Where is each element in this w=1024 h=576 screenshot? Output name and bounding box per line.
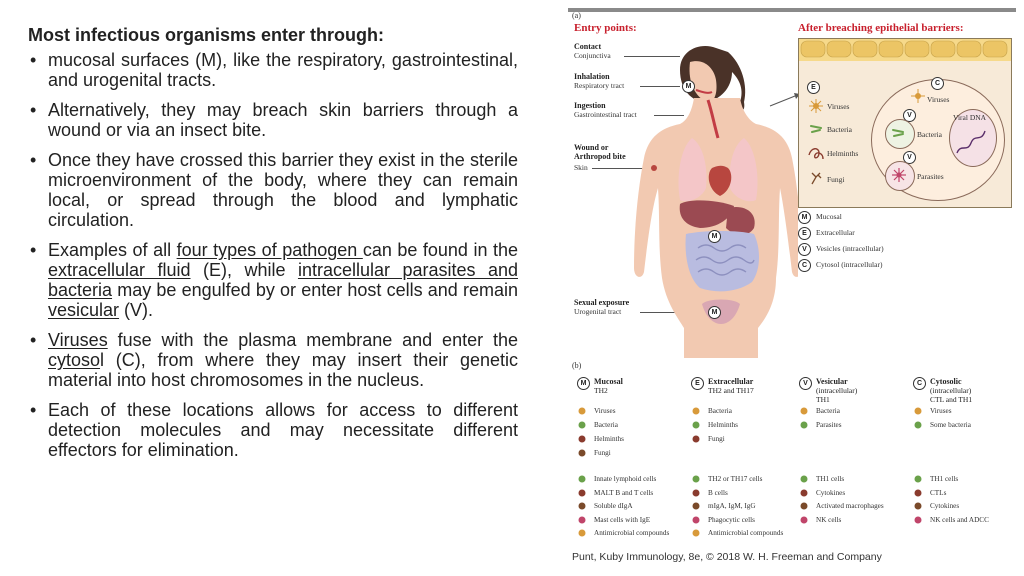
after-breaching-title: After breaching epithelial barriers: [798, 22, 964, 34]
table-item: CTLs [930, 488, 947, 497]
table-item: Fungi [594, 449, 611, 457]
slide-heading: Most infectious organisms enter through: [28, 25, 385, 45]
item-icon [912, 406, 924, 416]
mucosal-marker-gut: M [708, 230, 721, 243]
extracellular-label-helminths: Helminths [827, 149, 859, 158]
item-icon [576, 406, 588, 416]
item-icon [690, 528, 702, 538]
table-item: Soluble dIgA [594, 502, 633, 510]
bacteria-icon [809, 123, 823, 135]
entry-contact-head: Contact [574, 42, 602, 51]
item-icon [576, 448, 588, 458]
key-extracellular: E Extracellular [798, 227, 855, 240]
cell-label-bacteria: Bacteria [917, 130, 942, 139]
item-icon [690, 488, 702, 498]
entry-ingestion-sub: Gastrointestinal tract [574, 110, 637, 119]
figure-top-border [568, 8, 1016, 12]
item-icon [912, 501, 924, 511]
table-item: Innate lymphoid cells [594, 475, 657, 483]
extracellular-marker: E [807, 81, 820, 94]
extracellular-label-bacteria: Bacteria [827, 125, 852, 134]
item-icon [576, 420, 588, 430]
bullet-item: • Viruses fuse with the plasma membrane and enter the cytosol (C), from where they may insert their genetic material into host chromosomes in the nucleus. [28, 330, 518, 390]
column-head: C Cytosolic (intracellular) CTL and TH1 [930, 377, 972, 404]
key-mucosal: M Mucosal [798, 211, 842, 224]
cell-label-viral-dna: Viral DNA [953, 113, 987, 122]
table-item: Viruses [930, 407, 952, 415]
item-icon [690, 406, 702, 416]
table-item: Cytokines [816, 488, 846, 497]
table-item: NK cells and ADCC [930, 515, 989, 524]
epithelial-barrier-cells [799, 39, 1011, 63]
vesicle-marker-bacteria: V [903, 109, 916, 122]
item-icon [576, 515, 588, 525]
item-icon [576, 528, 588, 538]
entry-contact-sub: Conjunctiva [574, 51, 611, 60]
item-icon [798, 515, 810, 525]
table-item: Some bacteria [930, 421, 971, 429]
item-icon [690, 501, 702, 511]
extracellular-label-fungi: Fungi [827, 175, 845, 184]
entry-inhalation-sub: Respiratory tract [574, 81, 625, 90]
cytosol-marker: C [931, 77, 944, 90]
mucosal-marker-urogenital: M [708, 306, 721, 319]
table-item: Mast cells with IgE [594, 515, 651, 524]
vesicle-bacteria-icon [891, 126, 907, 140]
entry-sexual-sub: Urogenital tract [574, 307, 622, 316]
vesicle-marker-parasites: V [903, 151, 916, 164]
item-icon [576, 474, 588, 484]
parasite-icon [891, 167, 907, 183]
bullet-list [28, 50, 518, 460]
panel-b-label: (b) [572, 361, 582, 370]
table-item: Bacteria [816, 407, 840, 415]
table-item: TH2 or TH17 cells [708, 475, 763, 483]
item-icon [798, 488, 810, 498]
table-item: Activated macrophages [816, 502, 884, 510]
table-item: TH1 cells [816, 475, 845, 483]
item-icon [690, 474, 702, 484]
figure-credit: Punt, Kuby Immunology, 8e, © 2018 W. H. Freeman and Company [572, 551, 882, 563]
table-item: Bacteria [594, 421, 618, 429]
table-item: Viruses [594, 407, 616, 415]
key-cytosol: C Cytosol (intracellular) [798, 259, 882, 272]
key-vesicles: V Vesicles (intracellular) [798, 243, 884, 256]
table-item: Antimicrobial compounds [708, 529, 784, 537]
entry-sexual-head: Sexual exposure [574, 298, 630, 307]
virus-icon [809, 99, 823, 113]
human-body-diagram [608, 28, 798, 358]
table-item: Phagocytic cells [708, 515, 755, 524]
table-item: TH1 cells [930, 475, 959, 483]
bullet-item: • Each of these locations allows for access to different detection molecules and may necessitate different effectors for elimination. [28, 400, 518, 460]
slide-text [28, 22, 518, 470]
bullet-item: • Alternatively, they may breach skin barriers through a wound or via an insect bite. [28, 100, 518, 140]
entry-wound-head: Wound or Arthropod bite [574, 143, 626, 161]
column-head: V Vesicular (intracellular) TH1 [816, 377, 857, 404]
table-item: Antimicrobial compounds [594, 529, 670, 537]
table-item: Helminths [708, 421, 738, 429]
cell-label-viruses: Viruses [927, 95, 950, 104]
entry-wound-sub: Skin [574, 163, 588, 172]
table-item: NK cells [816, 515, 842, 524]
item-icon [576, 501, 588, 511]
table-item: B cells [708, 488, 728, 497]
table-item: Bacteria [708, 407, 732, 415]
panel-a-label: (a) [572, 11, 581, 20]
item-icon [690, 420, 702, 430]
column-head: E Extracellular TH2 and TH17 [708, 377, 754, 395]
viral-dna-icon [953, 123, 991, 157]
bullet-item: • Once they have crossed this barrier they exist in the sterile microenvironment of the body, where they can remain local, or spread through the blood and lymphatic circulation. [28, 150, 518, 230]
item-icon [798, 501, 810, 511]
helminth-icon [807, 145, 825, 161]
item-icon [912, 488, 924, 498]
cell-label-parasites: Parasites [917, 172, 944, 181]
item-icon [576, 434, 588, 444]
entry-ingestion-head: Ingestion [574, 101, 606, 110]
item-icon [576, 488, 588, 498]
cytosol-virus-icon [911, 89, 925, 103]
item-icon [690, 515, 702, 525]
immunology-figure [568, 8, 1016, 568]
table-item: Fungi [708, 435, 725, 443]
epithelial-box [798, 38, 1012, 208]
item-icon [690, 434, 702, 444]
fungi-icon [809, 171, 823, 185]
item-icon [912, 515, 924, 525]
item-icon [912, 474, 924, 484]
bullet-item: • mucosal surfaces (M), like the respiratory, gastrointestinal, and urogenital tracts. [28, 50, 518, 90]
table-item: Cytokines [930, 502, 960, 510]
column-head: M Mucosal TH2 [594, 377, 623, 395]
item-icon [798, 406, 810, 416]
entry-inhalation-head: Inhalation [574, 72, 610, 81]
item-icon [912, 420, 924, 430]
table-item: mIgA, IgM, IgG [708, 502, 756, 510]
table-item: Parasites [816, 421, 842, 429]
table-item: Helminths [594, 435, 624, 443]
mucosal-marker-mouth: M [682, 80, 695, 93]
bullet-item: • Examples of all four types of pathogen can be found in the extracellular fluid (E), while intracellular parasites and bacteria may be engulfed by or enter host cells and remain vesicular (V). [28, 240, 518, 320]
entry-points-title: Entry points: [574, 22, 637, 34]
table-item: MALT B and T cells [594, 488, 654, 497]
extracellular-label-viruses: Viruses [827, 102, 850, 111]
item-icon [798, 474, 810, 484]
item-icon [798, 420, 810, 430]
